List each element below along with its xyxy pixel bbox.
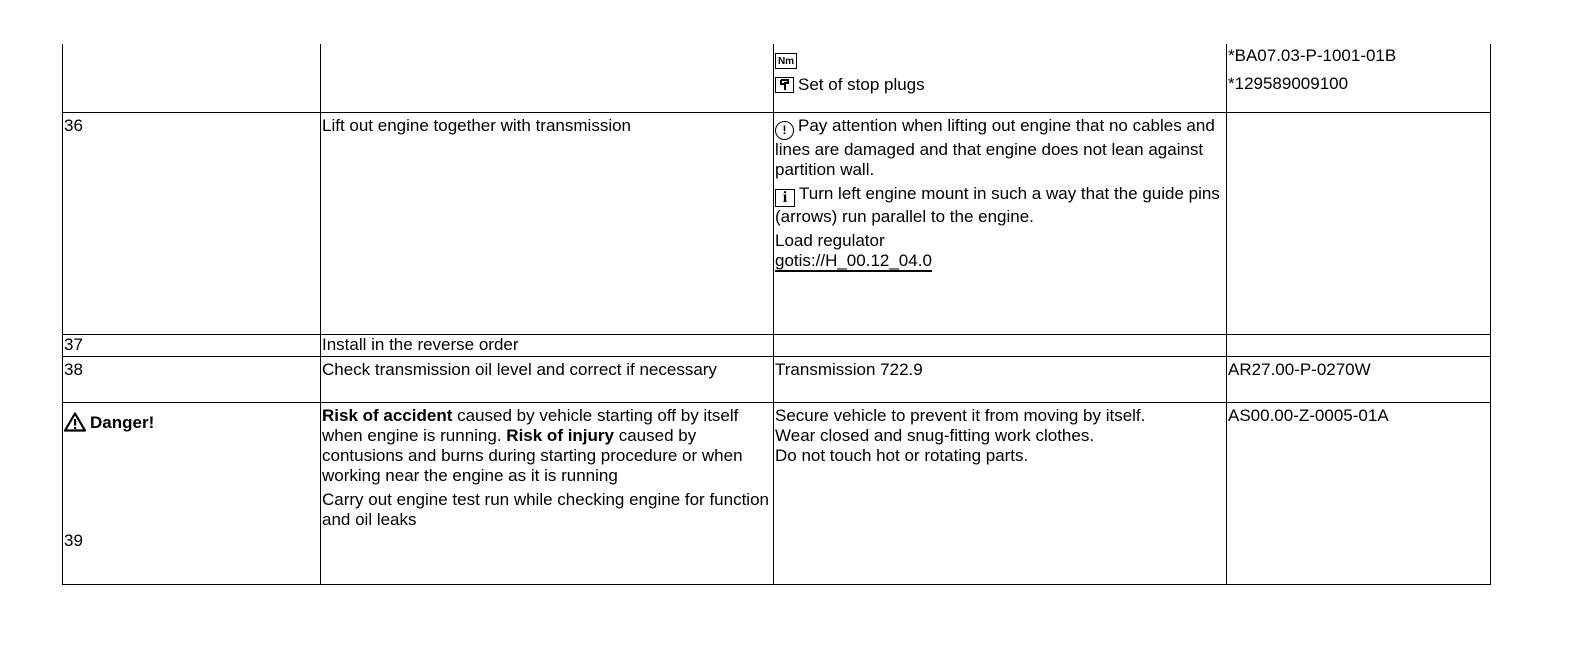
load-regulator-label: Load regulator: [775, 230, 885, 250]
table-row: [63, 112, 1491, 334]
note-cell: [774, 44, 1227, 112]
table-row: [63, 44, 1491, 112]
reference-cell: [1227, 112, 1491, 334]
step-39: 39: [64, 530, 83, 550]
tool-reference: *129589009100: [1228, 74, 1349, 93]
measure-hot-parts: Do not touch hot or rotating parts.: [775, 445, 1029, 465]
reference-cell: [1227, 334, 1491, 356]
note-cell: Transmission 722.9: [774, 356, 1227, 402]
action-cell: Check transmission oil level and correct if necessary: [321, 356, 774, 402]
step-39-action: Carry out engine test run while checking engine for function and oil leaks: [322, 489, 769, 529]
table-row: [63, 402, 1491, 584]
danger-label: Danger!: [90, 412, 155, 432]
table-row: [63, 356, 1491, 402]
torque-nm-icon: Nm: [775, 53, 797, 69]
action-cell: [321, 402, 774, 584]
special-tool-icon: [775, 77, 794, 93]
action-cell: Lift out engine together with transmission: [321, 112, 774, 334]
tool-label: Set of stop plugs: [798, 75, 925, 94]
gotis-link[interactable]: gotis://H_00.12_04.0: [775, 250, 932, 270]
warning-triangle-icon: [64, 412, 86, 432]
attention-icon: !: [775, 121, 794, 140]
step-cell: 38: [63, 356, 321, 402]
risk-injury: Risk of injury: [506, 425, 614, 445]
step-cell: 37: [63, 334, 321, 356]
table-row: [63, 334, 1491, 356]
action-cell: [321, 44, 774, 112]
risk-accident: Risk of accident: [322, 405, 453, 425]
attention-note: Pay attention when lifting out engine that no cables and lines are damaged and that engine does not lean against partition wall.: [775, 115, 1215, 179]
danger-risk-text: Risk of accident caused by vehicle starting off by itself when engine is running. Risk of injury caused by contusions and burns during starting procedure or when working near the engine as it is running: [322, 405, 743, 485]
note-cell: [774, 334, 1227, 356]
measure-secure: Secure vehicle to prevent it from moving by itself.: [775, 405, 1146, 425]
step-cell: 36: [63, 112, 321, 334]
torque-reference: *BA07.03-P-1001-01B: [1228, 46, 1397, 65]
note-cell: [774, 402, 1227, 584]
note-cell: [774, 112, 1227, 334]
reference-cell: AS00.00-Z-0005-01A: [1227, 402, 1491, 584]
step-cell: [63, 44, 321, 112]
measure-clothes: Wear closed and snug-fitting work clothes.: [775, 425, 1095, 445]
info-icon: i: [775, 189, 795, 207]
step-cell: [63, 402, 321, 584]
reference-cell: AR27.00-P-0270W: [1227, 356, 1491, 402]
info-note: Turn left engine mount in such a way that the guide pins (arrows) run parallel to the engine.: [775, 183, 1220, 226]
action-cell: Install in the reverse order: [321, 334, 774, 356]
procedure-table: [62, 44, 1491, 585]
reference-cell: [1227, 44, 1491, 112]
